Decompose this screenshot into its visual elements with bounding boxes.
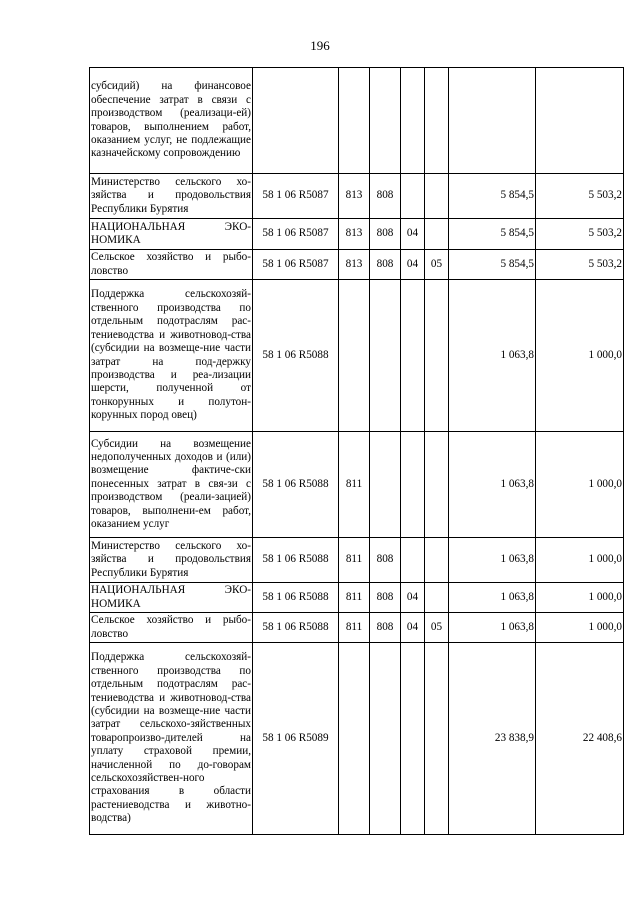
target-article-code: 58 1 06 R5088: [253, 613, 339, 643]
section-code: 808: [370, 538, 401, 583]
expense-type-code: [425, 538, 449, 583]
subsection-code: [401, 643, 425, 835]
amount-year-1: 5 854,5: [449, 174, 536, 219]
expense-type-code: 05: [425, 613, 449, 643]
row-description: Сельское хозяйство и рыбо-ловство: [90, 613, 253, 643]
target-article-code: [253, 68, 339, 174]
amount-year-2: 1 000,0: [536, 432, 624, 538]
table-row: [90, 174, 624, 219]
ministry-code: 811: [339, 538, 370, 583]
ministry-code: 813: [339, 250, 370, 280]
subsection-code: [401, 280, 425, 432]
ministry-code: 811: [339, 583, 370, 613]
section-code: [370, 280, 401, 432]
amount-year-1: 1 063,8: [449, 538, 536, 583]
row-description: Сельское хозяйство и рыбо-ловство: [90, 250, 253, 280]
subsection-code: 04: [401, 583, 425, 613]
row-description: Министерство сельского хо-зяйства и продовольствия Республики Бурятия: [90, 174, 253, 219]
subsection-code: [401, 174, 425, 219]
table-row: [90, 68, 624, 174]
amount-year-1: 1 063,8: [449, 613, 536, 643]
table-row: [90, 280, 624, 432]
row-description: Субсидии на возмещение недополученных доходов и (или) возмещение фактиче-ски понесенных затрат в свя-зи с производством (реали-зацией) товаров, выполнени-ем работ, оказанием услуг: [90, 432, 253, 538]
section-code: 808: [370, 583, 401, 613]
expense-type-code: [425, 643, 449, 835]
section-code: 808: [370, 174, 401, 219]
expense-type-code: [425, 174, 449, 219]
expense-type-code: [425, 432, 449, 538]
amount-year-2: [536, 68, 624, 174]
target-article-code: 58 1 06 R5088: [253, 432, 339, 538]
ministry-code: 811: [339, 613, 370, 643]
row-description: НАЦИОНАЛЬНАЯ ЭКО-НОМИКА: [90, 583, 253, 613]
table-row: [90, 219, 624, 250]
target-article-code: 58 1 06 R5088: [253, 280, 339, 432]
table-row: [90, 583, 624, 613]
ministry-code: [339, 643, 370, 835]
row-description: НАЦИОНАЛЬНАЯ ЭКО-НОМИКА: [90, 219, 253, 250]
amount-year-2: 1 000,0: [536, 613, 624, 643]
expense-type-code: 05: [425, 250, 449, 280]
subsection-code: [401, 432, 425, 538]
expense-type-code: [425, 280, 449, 432]
section-code: 808: [370, 613, 401, 643]
amount-year-1: 1 063,8: [449, 432, 536, 538]
section-code: [370, 68, 401, 174]
section-code: [370, 432, 401, 538]
table-row: [90, 643, 624, 835]
ministry-code: 813: [339, 219, 370, 250]
ministry-code: 811: [339, 432, 370, 538]
ministry-code: [339, 280, 370, 432]
amount-year-1: 1 063,8: [449, 280, 536, 432]
amount-year-2: 1 000,0: [536, 538, 624, 583]
target-article-code: 58 1 06 R5088: [253, 583, 339, 613]
target-article-code: 58 1 06 R5087: [253, 174, 339, 219]
ministry-code: [339, 68, 370, 174]
expense-type-code: [425, 583, 449, 613]
page-number: 196: [310, 38, 330, 53]
table-row: [90, 538, 624, 583]
amount-year-2: 5 503,2: [536, 219, 624, 250]
target-article-code: 58 1 06 R5089: [253, 643, 339, 835]
target-article-code: 58 1 06 R5088: [253, 538, 339, 583]
amount-year-2: 22 408,6: [536, 643, 624, 835]
table-row: [90, 613, 624, 643]
amount-year-1: 5 854,5: [449, 250, 536, 280]
subsection-code: 04: [401, 250, 425, 280]
amount-year-1: 5 854,5: [449, 219, 536, 250]
amount-year-1: 23 838,9: [449, 643, 536, 835]
table-row: [90, 432, 624, 538]
amount-year-2: 5 503,2: [536, 250, 624, 280]
target-article-code: 58 1 06 R5087: [253, 250, 339, 280]
amount-year-2: 1 000,0: [536, 583, 624, 613]
row-description: Поддержка сельскохозяй-ственного производства по отдельным подотраслям рас-тениеводства и животновод-ства (субсидии на возмеще-ние части затрат на под-держку производства и реа-лизации шерсти, полученной от тонкорунных и полутон-корунных пород овец): [90, 280, 253, 432]
amount-year-1: [449, 68, 536, 174]
section-code: 808: [370, 219, 401, 250]
subsection-code: 04: [401, 613, 425, 643]
amount-year-2: 5 503,2: [536, 174, 624, 219]
row-description: Поддержка сельскохозяй-ственного производства по отдельным подотраслям рас-тениеводства и животновод-ства (субсидии на возмеще-ние части затрат сельскохо-зяйственных товаропроизво-дителей на уплату страховой премии, начисленной по до-говорам сельскохозяйствен-ного страхования в области растениеводства и животно-водства): [90, 643, 253, 835]
ministry-code: 813: [339, 174, 370, 219]
section-code: [370, 643, 401, 835]
expense-type-code: [425, 68, 449, 174]
subsection-code: [401, 68, 425, 174]
subsection-code: 04: [401, 219, 425, 250]
amount-year-2: 1 000,0: [536, 280, 624, 432]
target-article-code: 58 1 06 R5087: [253, 219, 339, 250]
table-row: [90, 250, 624, 280]
subsection-code: [401, 538, 425, 583]
expense-type-code: [425, 219, 449, 250]
row-description: субсидий) на финансовое обеспечение затрат в связи с производством (реализаци-ей) товаров, выполнением работ, оказанием услуг, не подлежащие казначейскому сопровождению: [90, 68, 253, 174]
row-description: Министерство сельского хо-зяйства и продовольствия Республики Бурятия: [90, 538, 253, 583]
amount-year-1: 1 063,8: [449, 583, 536, 613]
section-code: 808: [370, 250, 401, 280]
budget-table: [89, 67, 624, 835]
